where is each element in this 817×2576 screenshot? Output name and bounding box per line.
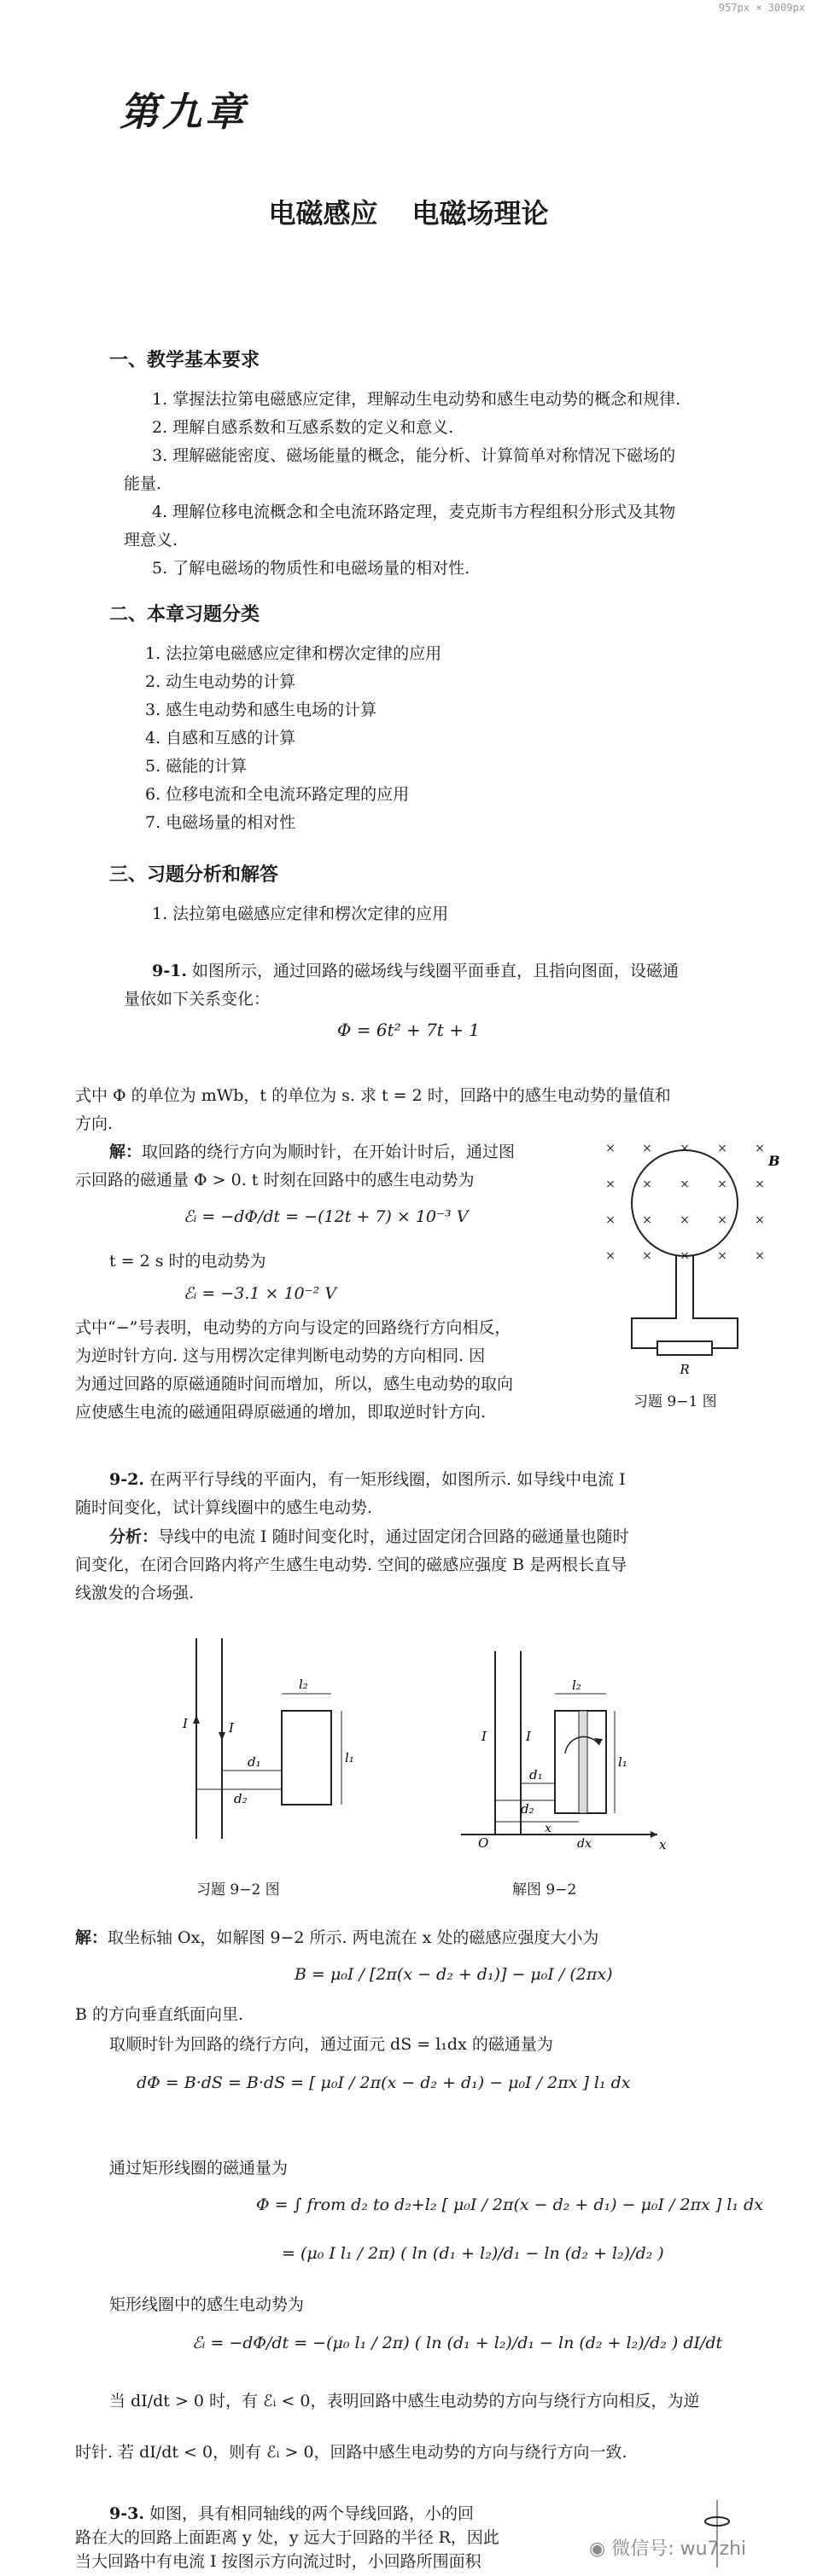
svg-text:×: × <box>605 1178 616 1191</box>
svg-text:×: × <box>605 1213 616 1227</box>
solution-9-2-line: 取顺时针为回路的绕行方向，通过面元 dS = l₁dx 的磁通量为 <box>109 2035 553 2054</box>
problem-9-2-line: 随时间变化，试计算线圈中的感生电动势. <box>75 1498 373 1517</box>
title-part-1: 电磁感应 <box>268 197 378 230</box>
section-3-subheading: 1. 法拉第电磁感应定律和楞次定律的应用 <box>152 904 449 923</box>
watermark: ◉ 微信号: wu7zhi <box>589 2538 747 2560</box>
solution-figure-9-2 <box>444 1643 683 1856</box>
image-size-badge: 957px × 3009px <box>718 2 805 14</box>
problem-number: 9-1. <box>152 962 187 980</box>
chapter-title <box>0 192 817 231</box>
sec1-item-cont: 能量. <box>124 474 162 493</box>
svg-text:×: × <box>642 1142 652 1155</box>
svg-text:×: × <box>642 1178 652 1191</box>
solution-9-1-line: 示回路的磁通量 Φ > 0. t 时刻在回路中的感生电动势为 <box>75 1171 475 1189</box>
equation-emf-value: ℰᵢ = −3.1 × 10⁻² V <box>184 1284 337 1303</box>
problem-9-1-line: 量依如下关系变化： <box>124 990 271 1009</box>
equation-flux: Φ = 6t² + 7t + 1 <box>336 1020 481 1040</box>
svg-text:×: × <box>605 1142 616 1155</box>
equation-Phi: Φ = ∫ from d₂ to d₂+l₂ [ μ₀I / 2π(x − d₂ + d₁) − μ₀I / 2πx ] l₁ dx <box>256 2195 763 2214</box>
svg-text:x: x <box>659 1837 667 1852</box>
sec2-item: 3. 感生电动势和感生电场的计算 <box>145 701 377 719</box>
resistor <box>657 1341 712 1355</box>
solution-9-1-tail: 为逆时针方向. 这与用楞次定律判断电动势的方向相同. 因 <box>75 1346 486 1365</box>
solution-9-2-line: 解：取坐标轴 Ox，如解图 9−2 所示. 两电流在 x 处的磁感应强度大小为 <box>75 1928 599 1947</box>
svg-text:×: × <box>755 1213 765 1227</box>
analysis-9-2-line: 间变化，在闭合回路内将产生感生电动势. 空间的磁感应强度 B 是两根长直导 <box>75 1555 627 1574</box>
solution-9-1-line: 解：取回路的绕行方向为顺时针，在开始计时后，通过图 <box>109 1143 516 1161</box>
figure-9-2-caption: 习题 9−2 图 <box>196 1881 280 1899</box>
problem-9-1-question: 式中 Φ 的单位为 mWb，t 的单位为 s. 求 t = 2 时，回路中的感生电动势的量值和 <box>75 1086 671 1105</box>
field-label: B <box>768 1153 780 1169</box>
sec2-item: 6. 位移电流和全电流环路定理的应用 <box>145 785 410 804</box>
solution-9-2-line: 矩形线圈中的感生电动势为 <box>109 2295 305 2314</box>
section-1-heading: 一、教学基本要求 <box>109 350 260 371</box>
sec1-item: 5. 了解电磁场的物质性和电磁场量的相对性. <box>152 559 470 578</box>
section-2-heading: 二、本章习题分类 <box>109 604 260 625</box>
loop-circle <box>632 1150 738 1256</box>
sec1-item: 1. 掌握法拉第电磁感应定律，理解动生电动势和感生电动势的概念和规律. <box>152 390 681 409</box>
chapter-heading: 第九章 <box>120 89 248 135</box>
problem-9-3-line: 当大回路中有电流 I 按图示方向流过时，小回路所围面积 <box>75 2552 481 2571</box>
svg-text:×: × <box>755 1178 765 1191</box>
svg-text:×: × <box>642 1213 652 1227</box>
solution-label: 解： <box>109 1143 143 1161</box>
conclusion-9-2: 当 dI/dt > 0 时，有 ℰᵢ < 0，表明回路中感生电动势的方向与绕行方向相反，为逆 <box>109 2392 700 2410</box>
solution-figure-9-2-caption: 解图 9−2 <box>512 1881 577 1899</box>
equation-emf-rect: ℰᵢ = −dΦ/dt = −(μ₀ l₁ / 2π) ( ln (d₁ + l₂)/d₁ − ln (d₂ + l₂)/d₂ ) dI/dt <box>192 2334 723 2352</box>
svg-text:×: × <box>642 1249 652 1263</box>
sec1-item: 4. 理解位移电流概念和全电流环路定理，麦克斯韦方程组积分形式及其物 <box>152 503 676 521</box>
sec2-item: 2. 动生电动势的计算 <box>145 672 296 691</box>
sec2-list <box>145 640 441 837</box>
figure-9-1 <box>598 1135 794 1382</box>
svg-text:×: × <box>680 1249 690 1263</box>
problem-9-2-line: 9-2. 在两平行导线的平面内，有一矩形线圈，如图所示. 如导线中电流 I <box>109 1470 626 1489</box>
svg-text:l₂: l₂ <box>572 1678 581 1693</box>
equation-dPhi: dΦ = B·dS = B·dS = [ μ₀I / 2π(x − d₂ + d₁) − μ₀I / 2πx ] l₁ dx <box>137 2073 631 2092</box>
svg-text:l₁: l₁ <box>345 1750 354 1765</box>
problem-number: 9-3. <box>109 2504 144 2523</box>
solution-9-1-tail: 为通过回路的原磁通随时间而增加，所以，感生电动势的取向 <box>75 1375 514 1393</box>
conclusion-9-2: 时针. 若 dI/dt < 0，则有 ℰᵢ > 0，回路中感生电动势的方向与绕行方向一致. <box>75 2443 627 2462</box>
svg-text:d₂: d₂ <box>234 1791 248 1806</box>
svg-text:×: × <box>717 1142 727 1155</box>
svg-text:I: I <box>481 1729 487 1744</box>
section-3-heading: 三、习题分析和解答 <box>109 864 279 886</box>
svg-text:×: × <box>755 1249 765 1263</box>
problem-9-3-line: 路在大的回路上面距离 y 处，y 远大于回路的半径 R，因此 <box>75 2528 499 2547</box>
svg-text:×: × <box>605 1249 616 1263</box>
rect-coil <box>282 1711 331 1805</box>
svg-text:l₂: l₂ <box>299 1677 308 1692</box>
svg-text:I: I <box>183 1716 188 1731</box>
svg-text:I: I <box>229 1720 234 1736</box>
solution-9-2-direction: B 的方向垂直纸面向里. <box>75 2005 244 2024</box>
svg-text:×: × <box>680 1178 690 1191</box>
field-crosses <box>605 1142 765 1263</box>
svg-text:dx: dx <box>577 1837 592 1851</box>
svg-text:d₁: d₁ <box>248 1754 261 1770</box>
svg-text:×: × <box>680 1213 690 1227</box>
svg-text:×: × <box>755 1142 765 1155</box>
analysis-9-2-line: 线激发的合场强. <box>75 1584 195 1602</box>
sec2-item: 5. 磁能的计算 <box>145 757 248 776</box>
svg-text:O: O <box>478 1835 489 1851</box>
sec1-item-cont: 理意义. <box>124 531 178 550</box>
problem-9-1-question: 方向. <box>75 1114 114 1133</box>
svg-text:l₁: l₁ <box>618 1754 627 1770</box>
svg-text:×: × <box>717 1213 727 1227</box>
sec1-item: 2. 理解自感系数和互感系数的定义和意义. <box>152 418 454 437</box>
solution-label: 解： <box>75 1928 108 1947</box>
solution-9-2-line: 通过矩形线圈的磁通量为 <box>109 2159 289 2178</box>
sec2-item: 4. 自感和互感的计算 <box>145 729 296 747</box>
figure-9-2 <box>162 1634 367 1856</box>
problem-9-1-line: 9-1. 如图所示，通过回路的磁场线与线圈平面垂直，且指向图面，设磁通 <box>152 962 680 980</box>
svg-text:d₁: d₁ <box>529 1767 543 1782</box>
problem-9-3-line: 9-3. 如图，具有相同轴线的两个导线回路，小的回 <box>109 2504 475 2523</box>
equation-emf: ℰᵢ = −dΦ/dt = −(12t + 7) × 10⁻³ V <box>184 1207 469 1226</box>
problem-number: 9-2. <box>109 1470 144 1489</box>
sec2-item: 1. 法拉第电磁感应定律和楞次定律的应用 <box>145 644 442 663</box>
solution-9-1-tail: 式中“−”号表明，电动势的方向与设定的回路绕行方向相反， <box>75 1318 511 1337</box>
wechat-icon: ◉ <box>589 2538 606 2560</box>
resistor-label: R <box>680 1362 690 1377</box>
svg-text:x: x <box>545 1822 551 1835</box>
analysis-9-2-line: 分析：导线中的电流 I 随时间变化时，通过固定闭合回路的磁通量也随时 <box>109 1527 629 1546</box>
svg-text:×: × <box>717 1178 727 1191</box>
analysis-label: 分析： <box>109 1527 159 1546</box>
equation-Phi-result: = (μ₀ I l₁ / 2π) ( ln (d₁ + l₂)/d₁ − ln (d₂ + l₂)/d₂ ) <box>282 2244 664 2263</box>
solution-9-1-tail: 应使感生电流的磁通阻碍原磁通的增加，即取逆时针方向. <box>75 1403 487 1422</box>
title-part-2: 电磁场理论 <box>411 197 549 230</box>
svg-text:I: I <box>526 1729 531 1744</box>
sec1-item: 3. 理解磁能密度、磁场能量的概念，能分析、计算简单对称情况下磁场的 <box>152 446 676 465</box>
sec2-item: 7. 电磁场量的相对性 <box>145 813 296 832</box>
svg-text:d₂: d₂ <box>521 1801 534 1817</box>
figure-9-1-caption: 习题 9−1 图 <box>633 1393 717 1410</box>
loop-leads <box>632 1255 738 1348</box>
svg-text:×: × <box>680 1142 690 1155</box>
solution-9-1-t2: t = 2 s 时的电动势为 <box>109 1252 266 1271</box>
strip-dx <box>579 1711 587 1813</box>
equation-B: B = μ₀I / [2π(x − d₂ + d₁)] − μ₀I / (2πx) <box>295 1965 613 1984</box>
svg-text:×: × <box>717 1249 727 1263</box>
